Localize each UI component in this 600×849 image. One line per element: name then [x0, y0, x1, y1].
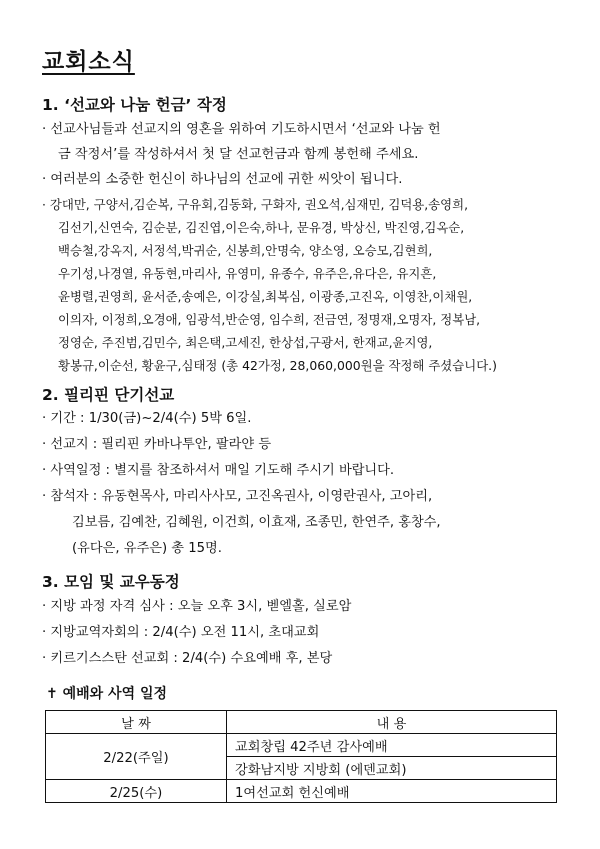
table-row: [46, 780, 557, 803]
section1-names-line: 정영순, 주진범,김민수, 최은택,고세진, 한상섭,구광서, 한재교,윤지영,: [58, 335, 433, 350]
section1-names-line: 백승철,강옥지, 서정석,박귀순, 신봉희,안명숙, 양소영, 오승모,김현희,: [58, 243, 433, 258]
schedule-date: 2/22(주일): [46, 734, 227, 780]
column-header-content: 내 용: [227, 711, 557, 734]
section1-names-line: 이의자, 이정희,오경애, 임광석,반순영, 임수희, 전금연, 정명재,오명자, 정복남,: [58, 312, 481, 327]
section2-line: · 선교지 : 필리핀 카바나투안, 팔라얀 등: [42, 437, 272, 452]
section2-line: · 참석자 : 유동현목사, 마리사사모, 고진옥권사, 이영란권사, 고아리,: [42, 489, 433, 504]
table-header-row: [46, 711, 557, 734]
table-row: [46, 734, 557, 757]
section3-line: · 지방 과정 자격 심사 : 오늘 오후 3시, 벧엘홀, 실로암: [42, 599, 352, 614]
section1-names-line: · 강대만, 구양서,김순복, 구유회,김동화, 구화자, 권오석,심재민, 김덕용,송영희,: [42, 197, 469, 212]
section1-line: · 여러분의 소중한 헌신이 하나님의 선교에 귀한 씨앗이 됩니다.: [42, 172, 403, 187]
section3-line: · 지방교역자회의 : 2/4(수) 오전 11시, 초대교회: [42, 625, 320, 640]
column-header-date: 날 짜: [46, 711, 227, 734]
section1-heading: 1. ‘선교와 나눔 헌금’ 작정: [42, 96, 227, 114]
section1-names-line: 윤병렬,권영희, 윤서준,송예은, 이강실,최복심, 이광종,고진옥, 이영찬,이채원,: [58, 289, 473, 304]
section2-line: · 사역일정 : 별지를 참조하셔서 매일 기도해 주시기 바랍니다.: [42, 463, 395, 478]
section3-heading: 3. 모임 및 교우동정: [42, 573, 180, 591]
section1-line: 금 작정서’를 작성하셔서 첫 달 선교헌금과 함께 봉헌해 주세요.: [58, 147, 419, 162]
schedule-date: 2/25(수): [46, 780, 227, 803]
schedule-item: 교회창립 42주년 감사예배: [227, 734, 557, 757]
section2-line: 김보름, 김예찬, 김혜원, 이건희, 이효재, 조종민, 한연주, 홍창수,: [72, 515, 441, 530]
page-title: 교회소식: [42, 49, 135, 75]
section1-names-line: 우기성,나경열, 유동현,마리사, 유영미, 유종수, 유주은,유다은, 유지흔,: [58, 266, 437, 281]
schedule-title: ✝ 예배와 사역 일정: [46, 686, 168, 702]
section3-line: · 키르기스스탄 선교회 : 2/4(수) 수요예배 후, 본당: [42, 651, 333, 666]
schedule-table: [45, 710, 557, 803]
section1-names-line: 김선기,신연숙, 김순분, 김진엽,이은숙,하나, 문유경, 박상신, 박진영,김옥순,: [58, 220, 465, 235]
section2-line: · 기간 : 1/30(금)~2/4(수) 5박 6일.: [42, 411, 252, 426]
section2-line: (유다은, 유주은) 총 15명.: [72, 541, 222, 556]
section1-line: · 선교사님들과 선교지의 영혼을 위하여 기도하시면서 ‘선교와 나눔 헌: [42, 122, 441, 137]
schedule-item: 1여선교회 헌신예배: [227, 780, 557, 803]
section1-names-line: 황봉규,이순선, 황윤구,심태정 (총 42가정, 28,060,000원을 작정해 주셨습니다.): [58, 358, 497, 373]
schedule-item: 강화남지방 지방회 (에덴교회): [227, 757, 557, 780]
section2-heading: 2. 필리핀 단기선교: [42, 386, 175, 404]
